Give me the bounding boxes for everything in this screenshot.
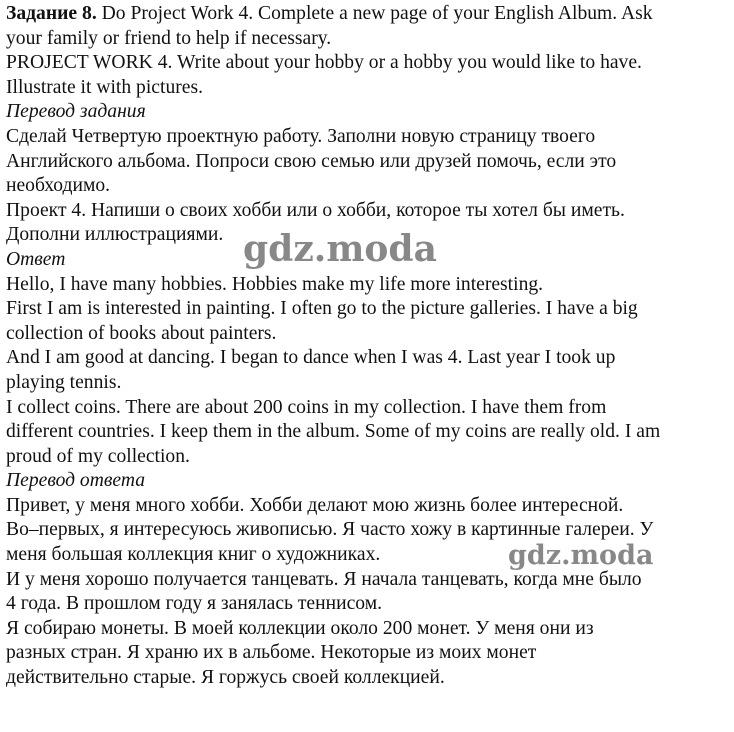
- answer-line: First I am is interested in painting. I often go to the picture galleries. I have a big: [6, 298, 638, 320]
- answer-translation-line: действительно старые. Я горжусь своей коллекцией.: [6, 667, 445, 689]
- answer-translation-line: Привет, у меня много хобби. Хобби делают мою жизнь более интересной.: [6, 494, 624, 516]
- task-line-2: your family or friend to help if necessary.: [6, 27, 332, 49]
- answer-translation-line: меня большая коллекция книг о художниках.: [6, 544, 381, 566]
- translation-line: Дополни иллюстрациями.: [6, 224, 224, 246]
- translation-line: Проект 4. Напиши о своих хобби или о хобби, которое ты хотел бы иметь.: [6, 199, 625, 221]
- answer-line: And I am good at dancing. I began to dance when I was 4. Last year I took up: [6, 347, 616, 369]
- task-line-1: [6, 2, 728, 27]
- answer-translation-line: разных стран. Я храню их в альбоме. Некоторые из моих монет: [6, 642, 537, 664]
- translation-heading: Перевод задания: [6, 101, 146, 123]
- translation-line: Сделай Четвертую проектную работу. Заполни новую страницу твоего: [6, 125, 596, 147]
- answer-translation-line: 4 года. В прошлом году я занялась теннисом.: [6, 593, 383, 615]
- task-line-3: PROJECT WORK 4. Write about your hobby or a hobby you would like to have.: [6, 52, 642, 74]
- translation-line: Английского альбома. Попроси свою семью или друзей помочь, если это: [6, 150, 617, 172]
- answer-translation-line: Я собираю монеты. В моей коллекции около 200 монет. У меня они из: [6, 617, 594, 639]
- answer-line: playing tennis.: [6, 371, 122, 393]
- answer-line: I collect coins. There are about 200 coins in my collection. I have them from: [6, 396, 607, 418]
- answer-translation-line: И у меня хорошо получается танцевать. Я начала танцевать, когда мне было: [6, 568, 642, 590]
- answer-translation-heading: Перевод ответа: [6, 470, 146, 492]
- translation-line: необходимо.: [6, 175, 111, 197]
- answer-line: collection of books about painters.: [6, 322, 277, 344]
- answer-line: Hello, I have many hobbies. Hobbies make my life more interesting.: [6, 273, 544, 295]
- task-label: Задание 8.: [6, 3, 97, 24]
- answer-line: proud of my collection.: [6, 445, 190, 467]
- answer-translation-line: Во–первых, я интересуюсь живописью. Я часто хожу в картинные галереи. У: [6, 519, 654, 541]
- watermark: gdz.moda: [508, 540, 654, 571]
- answer-line: different countries. I keep them in the album. Some of my coins are really old. I am: [6, 421, 661, 443]
- task-text: Do Project Work 4. Complete a new page of your English Album. Ask: [96, 3, 653, 24]
- document-page: [6, 2, 728, 691]
- watermark: gdz.moda: [243, 228, 437, 270]
- answer-heading: Ответ: [6, 248, 66, 270]
- task-line-4: Illustrate it with pictures.: [6, 76, 203, 98]
